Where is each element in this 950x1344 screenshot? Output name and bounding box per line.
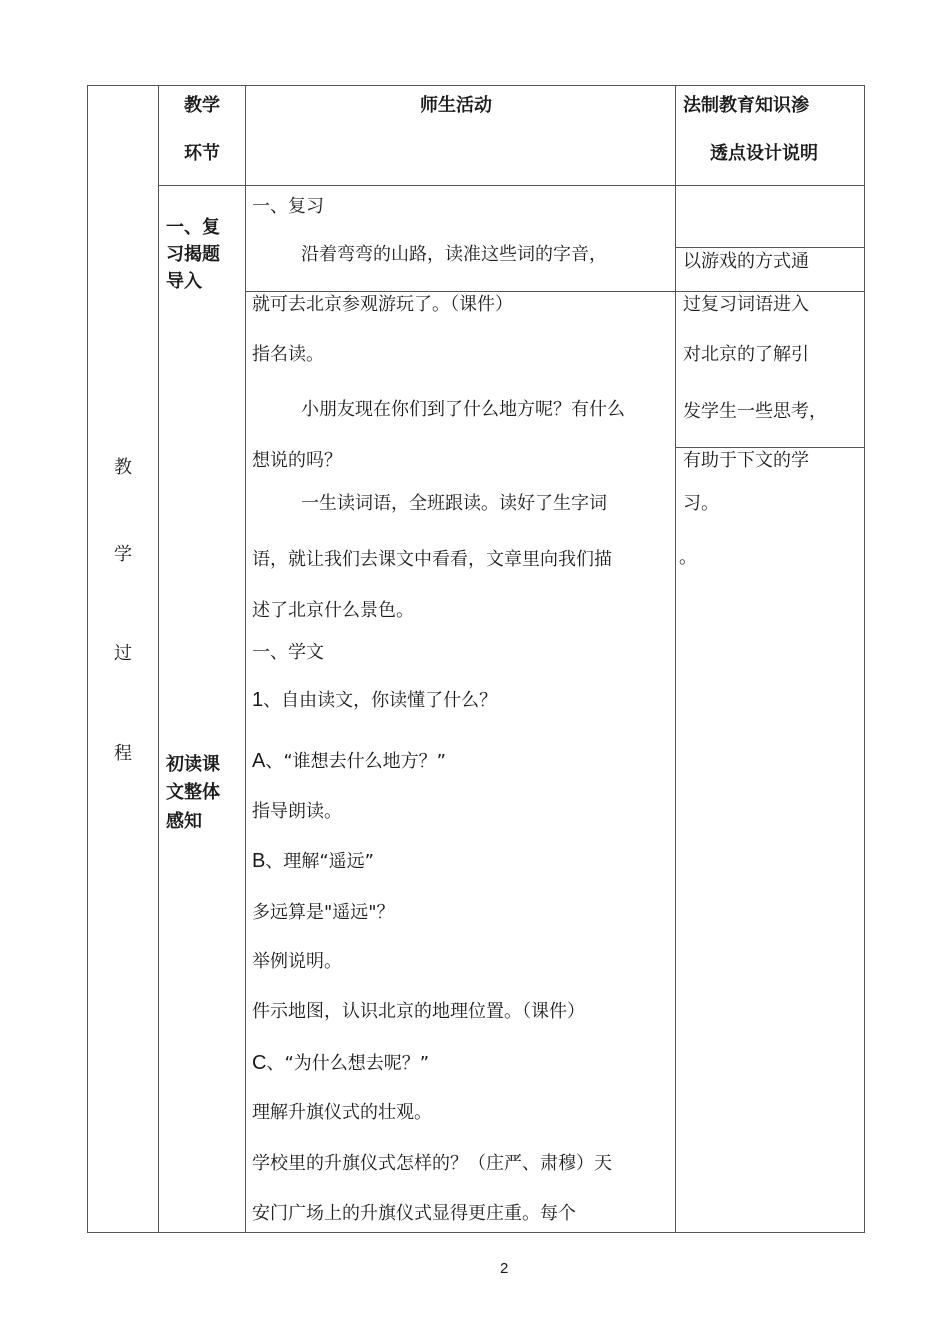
activity-line: 举例说明。: [252, 951, 342, 972]
process-label-char: 教: [114, 457, 132, 478]
header-note-line1: 法制教育知识渗: [683, 95, 809, 116]
activity-line: 理解升旗仪式的壮观。: [252, 1102, 432, 1123]
note-line: 习。: [683, 493, 719, 514]
table-right-border: [864, 85, 865, 1233]
stage-col-left: [158, 85, 159, 1233]
note-line: 有助于下文的学: [683, 450, 809, 471]
activity-line: 一生读词语，全班跟读。读好了生字词: [301, 493, 607, 514]
activity-line: 想说的吗？: [252, 450, 342, 471]
header-stage-line2: 环节: [184, 143, 220, 164]
activity-line: A、“谁想去什么地方？”: [252, 750, 446, 772]
process-label-char: 学: [114, 544, 132, 565]
table-top-border: [87, 85, 865, 86]
table-bottom-border: [87, 1232, 865, 1233]
header-activity: 师生活动: [420, 95, 492, 116]
stage-col-right: [245, 85, 246, 1233]
activity-line: 就可去北京参观游玩了。（课件）: [252, 294, 513, 315]
note-divider-1: [675, 247, 865, 248]
activity-line: 件示地图，认识北京的地理位置。（课件）: [252, 1001, 585, 1022]
note-divider-2: [675, 447, 865, 448]
activity-line: 语，就让我们去课文中看看，文章里向我们描: [252, 549, 612, 570]
page-number: 2: [500, 1260, 509, 1277]
activity-line: 1、自由读文，你读懂了什么？: [252, 689, 498, 711]
activity-col-right: [675, 85, 676, 1233]
header-stage-line1: 教学: [184, 95, 220, 116]
stage-review-label: 习揭题: [166, 244, 220, 265]
note-line: 发学生一些思考，: [683, 401, 827, 422]
stage-reading-label: 感知: [166, 811, 202, 832]
activity-line: C、“为什么想去呢？”: [252, 1052, 430, 1074]
stage-reading-label: 初读课: [166, 754, 220, 775]
note-line: 过复习词语进入: [683, 294, 809, 315]
process-label-char: 过: [114, 643, 132, 664]
activity-line: 安门广场上的升旗仪式显得更庄重。每个: [252, 1203, 576, 1224]
activity-line: 指导朗读。: [252, 801, 342, 822]
note-line: 。: [679, 547, 697, 568]
note-line: 对北京的了解引: [683, 344, 809, 365]
activity-line: 一、复习: [252, 196, 324, 217]
stage-review-label: 导入: [166, 271, 202, 292]
activity-line: 学校里的升旗仪式怎样的？（庄严、肃穆）天: [252, 1153, 612, 1174]
header-note-line2: 透点设计说明: [710, 143, 818, 164]
activity-line: 述了北京什么景色。: [252, 600, 414, 621]
stage-reading-label: 文整体: [166, 782, 220, 803]
activity-line: 小朋友现在你们到了什么地方呢？有什么: [301, 399, 625, 420]
activity-line: 一、学文: [252, 642, 324, 663]
activity-line: 指名读。: [252, 344, 324, 365]
activity-line: 沿着弯弯的山路，读准这些词的字音，: [301, 244, 607, 265]
activity-line: B、理解“遥远”: [252, 850, 374, 872]
header-divider: [158, 185, 865, 186]
table-left-border: [87, 85, 88, 1233]
activity-line: 多远算是"遥远"？: [252, 902, 395, 923]
activity-divider: [245, 291, 865, 292]
note-line: 以游戏的方式通: [683, 251, 809, 272]
stage-review-label: 一、复: [166, 217, 220, 238]
process-label-char: 程: [114, 743, 132, 764]
